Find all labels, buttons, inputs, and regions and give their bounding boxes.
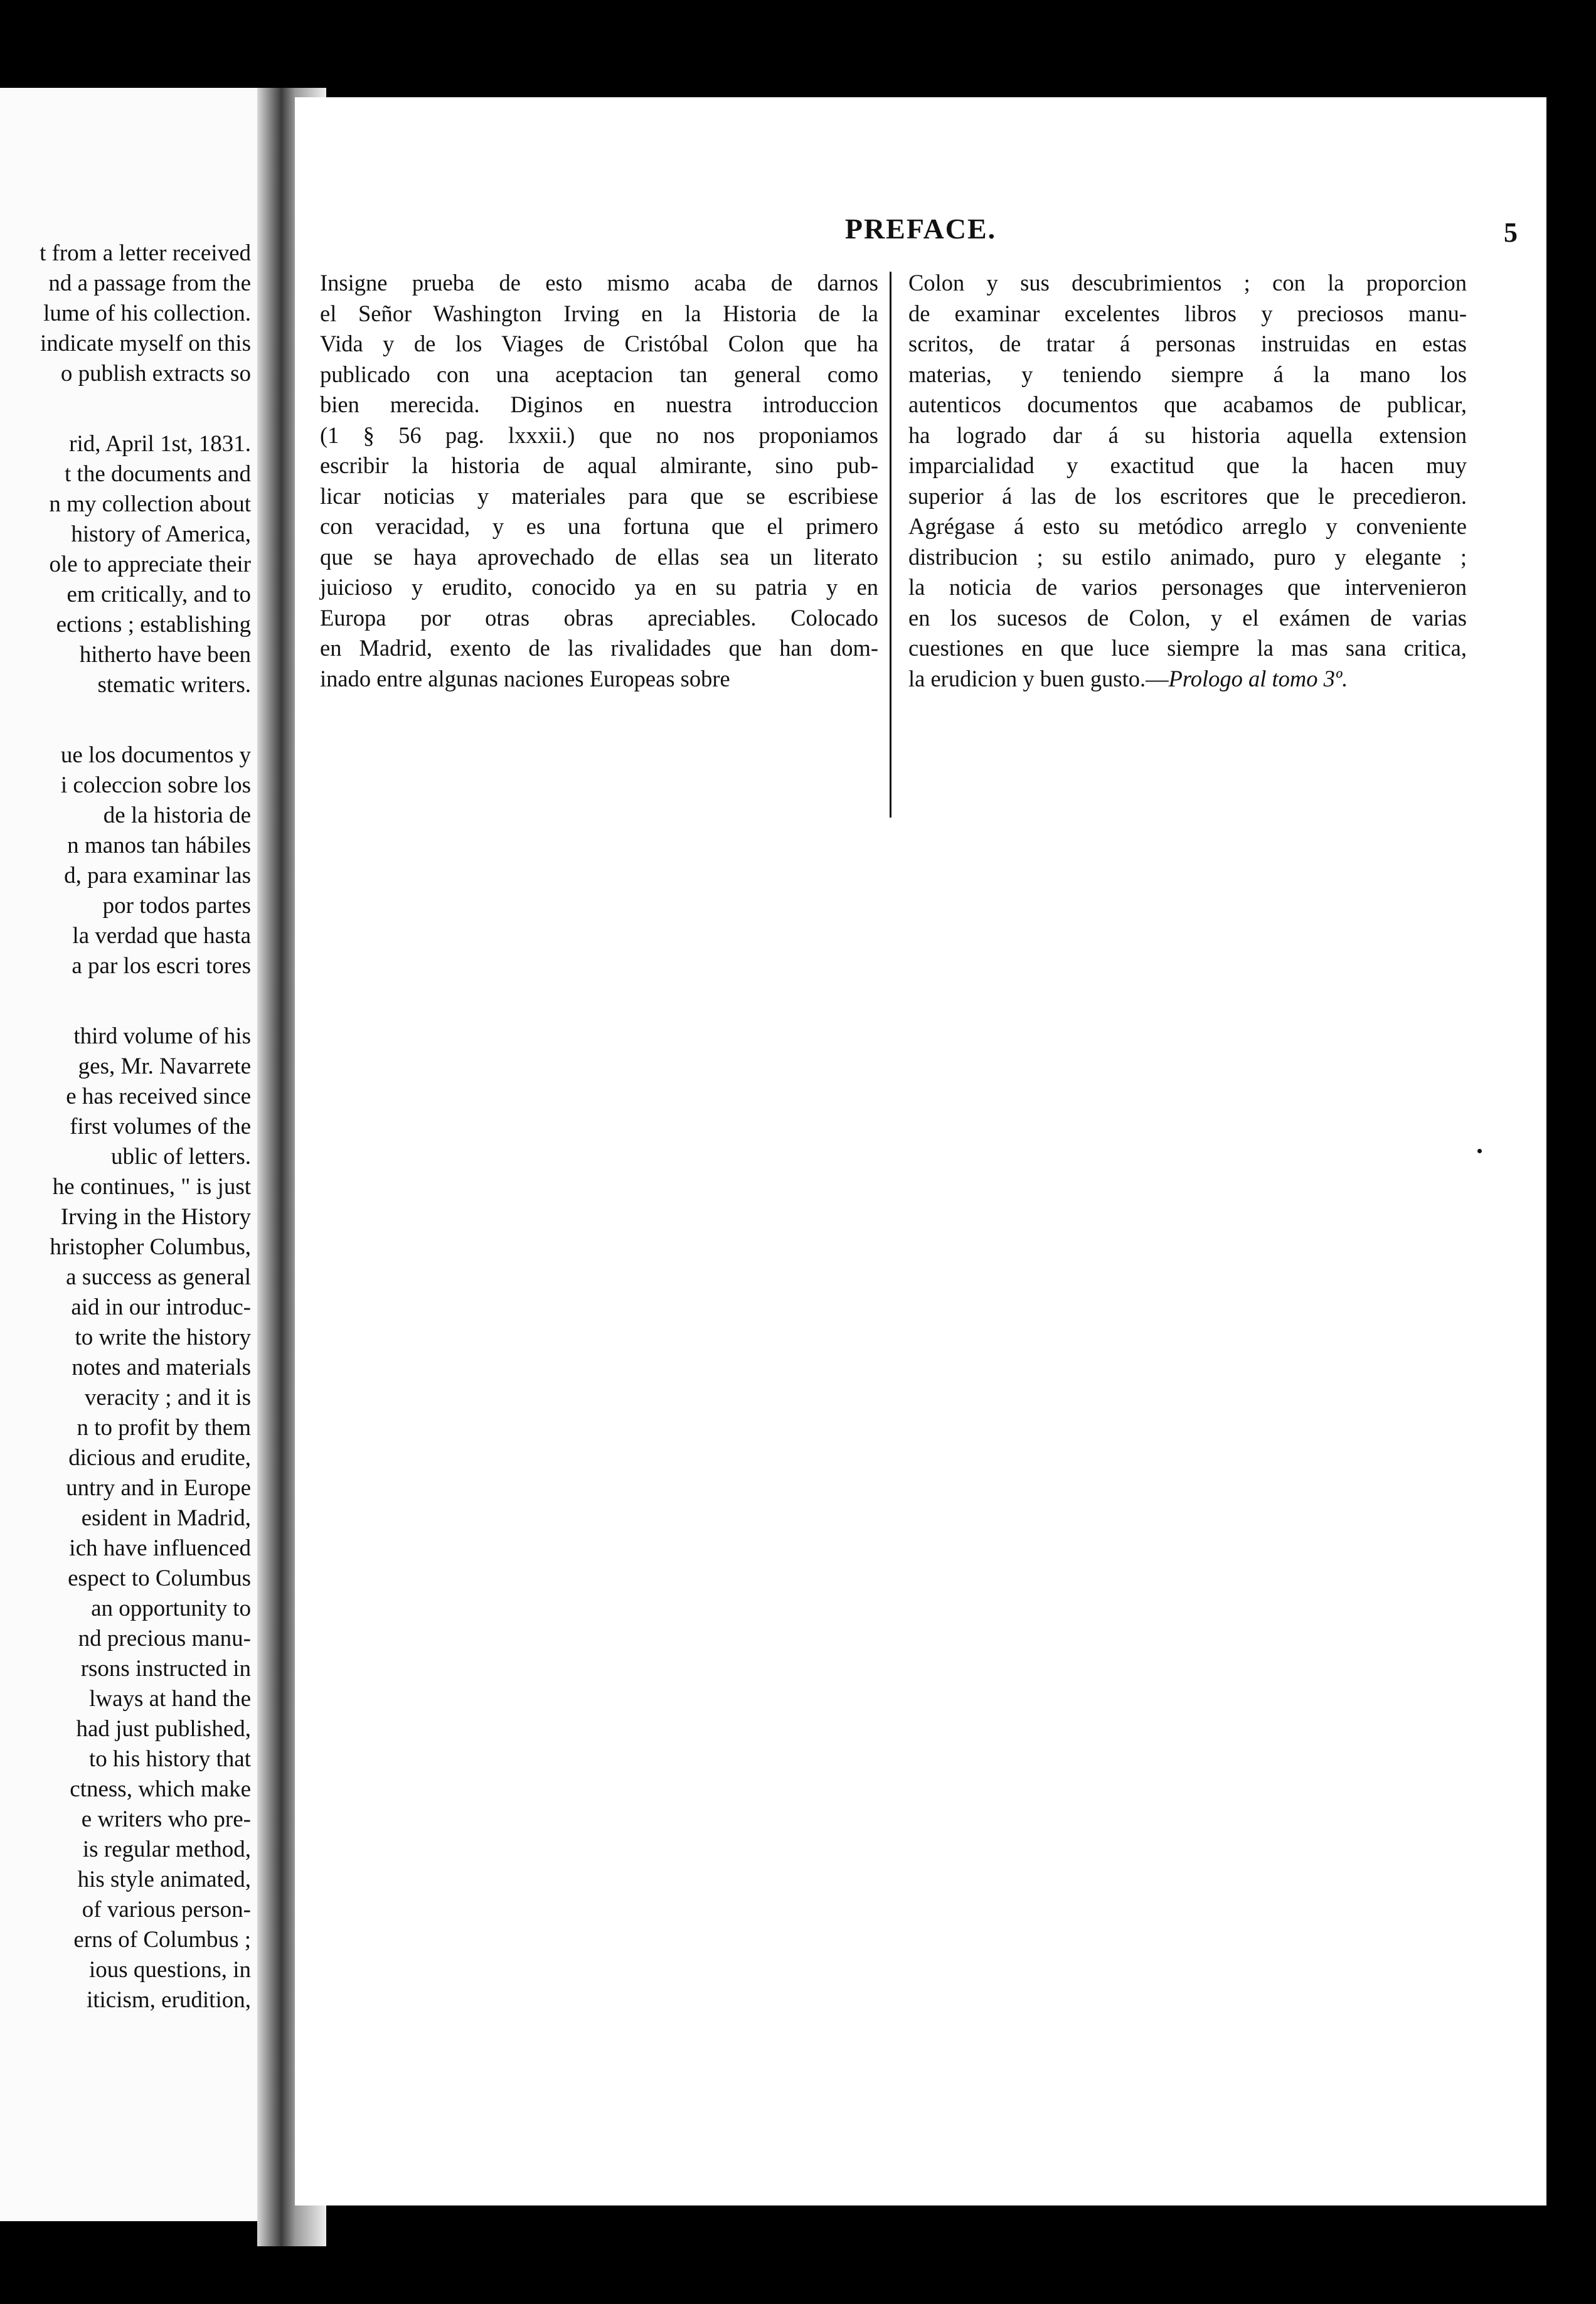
previous-page-line: an opportunity to xyxy=(91,1596,251,1621)
previous-page-line: Irving in the History xyxy=(60,1204,251,1230)
text-line: licar noticias y materiales para que se escribiese xyxy=(320,483,878,509)
text-line: de examinar excelentes libros y preciosos manu- xyxy=(908,300,1467,326)
previous-page-line: ublic of letters. xyxy=(111,1144,251,1170)
previous-page-line: o publish extracts so xyxy=(60,361,251,387)
previous-page-line: to write the history xyxy=(75,1325,251,1350)
text-line: Vida y de los Viages de Cristóbal Colon que ha xyxy=(320,331,878,356)
text-line: materias, y teniendo siempre á la mano los xyxy=(908,361,1467,387)
previous-page-line: d, para examinar las xyxy=(64,863,251,888)
text-line: el Señor Washington Irving en la Historia de la xyxy=(320,300,878,326)
previous-page-line: e writers who pre- xyxy=(81,1806,251,1832)
text-line: distribucion ; su estilo animado, puro y elegante ; xyxy=(908,543,1467,570)
previous-page-line: iticism, erudition, xyxy=(86,1987,251,2013)
previous-page-line: lume of his collection. xyxy=(43,301,251,326)
previous-page-line: notes and materials xyxy=(72,1355,251,1380)
previous-page-line: veracity ; and it is xyxy=(84,1385,251,1411)
previous-page-line: de la historia de xyxy=(103,803,251,828)
previous-page-line: erns of Columbus ; xyxy=(73,1927,251,1953)
text-line: cuestiones en que luce siempre la mas sana critica, xyxy=(908,635,1467,661)
attribution-source: Prologo al tomo 3º. xyxy=(1168,665,1348,691)
previous-page-line: of various person- xyxy=(82,1897,251,1923)
previous-page-line: he continues, " is just xyxy=(52,1174,251,1200)
text-line: bien merecida. Diginos en nuestra introduccion xyxy=(320,392,878,417)
previous-page-line: esident in Madrid, xyxy=(81,1505,251,1531)
column-rule xyxy=(890,272,891,818)
text-line: en Madrid, exento de las rivalidades que han dom- xyxy=(320,635,878,661)
text-line: ha logrado dar á su historia aquella extension xyxy=(908,422,1467,448)
previous-page-line: stematic writers. xyxy=(97,672,251,698)
previous-page-line: rid, April 1st, 1831. xyxy=(69,431,251,457)
previous-page-line: a par los escri tores xyxy=(72,953,251,979)
previous-page-line: indicate myself on this xyxy=(40,331,251,356)
text-line: juicioso y erudito, conocido ya en su patria y en xyxy=(320,574,878,600)
previous-page-line: untry and in Europe xyxy=(66,1475,251,1501)
previous-page-line: por todos partes xyxy=(102,893,251,919)
text-line: imparcialidad y exactitud que la hacen muy xyxy=(908,452,1467,478)
previous-page-line: ges, Mr. Navarrete xyxy=(78,1053,251,1079)
text-line: la noticia de varios personages que intervenieron xyxy=(908,574,1467,600)
previous-page-line: rsons instructed in xyxy=(80,1656,251,1682)
previous-page-line: a success as general xyxy=(66,1264,251,1290)
text-line: (1 § 56 pag. lxxxii.) que no nos proponiamos xyxy=(320,422,878,448)
previous-page-line: nd precious manu- xyxy=(78,1626,251,1651)
text-line: en los sucesos de Colon, y el exámen de varias xyxy=(908,604,1467,631)
text-line: Europa por otras obras apreciables. Colocado xyxy=(320,604,878,631)
previous-page-line: ections ; establishing xyxy=(56,612,251,637)
current-page xyxy=(295,97,1546,2205)
previous-page-line: ious questions, in xyxy=(89,1957,251,1983)
text-line: que se haya aprovechado de ellas sea un literato xyxy=(320,543,878,570)
print-speck xyxy=(1477,1149,1482,1153)
previous-page-line: had just published, xyxy=(76,1716,251,1742)
text-line: Colon y sus descubrimientos ; con la proporcion xyxy=(908,270,1467,296)
page-number: 5 xyxy=(1504,217,1518,248)
text-line: autenticos documentos que acabamos de publicar, xyxy=(908,392,1467,417)
text-line-attribution xyxy=(908,664,1467,695)
previous-page-line: ue los documentos y xyxy=(60,742,251,768)
text-line: publicado con una aceptacion tan general como xyxy=(320,361,878,387)
previous-page-line: aid in our introduc- xyxy=(71,1294,251,1320)
text-column-left xyxy=(320,268,878,694)
previous-page-line: is regular method, xyxy=(82,1837,251,1862)
text-line: Agrégase á esto su metódico arreglo y conveniente xyxy=(908,513,1467,539)
text-line: escribir la historia de aqual almirante, sino pub- xyxy=(320,452,878,478)
previous-page-line: e has received since xyxy=(66,1084,251,1109)
previous-page-line: third volume of his xyxy=(73,1023,251,1049)
text-line: con veracidad, y es una fortuna que el primero xyxy=(320,513,878,539)
attribution-plain: la erudicion y buen gusto.— xyxy=(908,665,1169,691)
previous-page-line: espect to Columbus xyxy=(68,1565,251,1591)
previous-page-line: hitherto have been xyxy=(79,642,251,668)
previous-page-line: la verdad que hasta xyxy=(72,923,251,949)
previous-page-line: to his history that xyxy=(89,1746,251,1772)
previous-page-line: hristopher Columbus, xyxy=(50,1234,251,1260)
previous-page-line: ole to appreciate their xyxy=(49,552,251,577)
previous-page-line: ich have influenced xyxy=(69,1535,251,1561)
previous-page xyxy=(0,88,263,2221)
previous-page-line: t the documents and xyxy=(65,461,251,487)
previous-page-line: nd a passage from the xyxy=(48,270,251,296)
previous-page-line: lways at hand the xyxy=(89,1686,251,1712)
running-head: PREFACE. xyxy=(844,213,997,245)
previous-page-line: his style animated, xyxy=(77,1867,251,1892)
previous-page-line: i coleccion sobre los xyxy=(60,772,251,798)
text-line: scritos, de tratar á personas instruidas en estas xyxy=(908,331,1467,356)
text-line: superior á las de los escritores que le precedieron. xyxy=(908,483,1467,509)
text-column-right xyxy=(908,268,1467,694)
text-line: inado entre algunas naciones Europeas sobre xyxy=(320,665,730,691)
previous-page-line: ctness, which make xyxy=(70,1776,251,1802)
text-line: Insigne prueba de esto mismo acaba de darnos xyxy=(320,270,878,296)
previous-page-line: n to profit by them xyxy=(77,1415,251,1441)
previous-page-line: em critically, and to xyxy=(66,582,251,607)
previous-page-line: n manos tan hábiles xyxy=(67,833,251,858)
previous-page-line: n my collection about xyxy=(49,491,251,517)
previous-page-line: first volumes of the xyxy=(70,1114,251,1139)
previous-page-line: t from a letter received xyxy=(40,240,251,266)
previous-page-line: history of America, xyxy=(71,521,251,547)
previous-page-line: dicious and erudite, xyxy=(68,1445,251,1471)
